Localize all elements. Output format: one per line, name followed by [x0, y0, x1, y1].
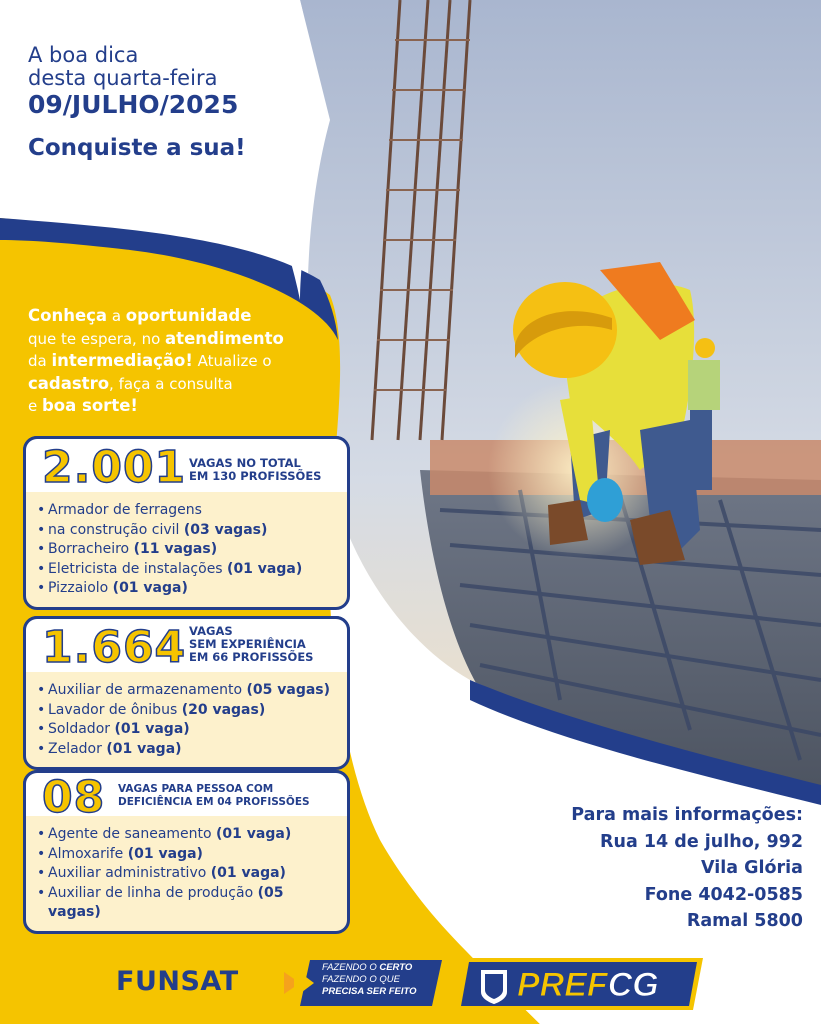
item-name: Pizzaiolo: [48, 580, 113, 596]
prefcg-text-cg: CG: [607, 966, 659, 1004]
card-subtitle-line: EM 66 PROFISSÕES: [189, 650, 314, 664]
list-item: [36, 681, 337, 701]
item-quantity: (03 vagas): [183, 521, 268, 538]
list-item: [36, 825, 337, 845]
intro-text-part: a: [107, 307, 126, 325]
prefcg-logo: [455, 956, 705, 1012]
intro-text-part: Atualize o: [192, 352, 272, 370]
card-subtitle: [189, 625, 313, 664]
header-cta: Conquiste a sua!: [28, 135, 246, 161]
intro-bold: oportunidade: [125, 306, 252, 325]
card-subtitle: [118, 783, 310, 809]
intro-text-part: e: [28, 397, 42, 415]
item-quantity: (01 vaga): [227, 560, 303, 577]
intro-bold: boa sorte!: [42, 396, 138, 415]
item-name: Eletricista de instalações: [48, 560, 228, 577]
header-line-2: desta quarta-feira: [28, 66, 218, 90]
item-quantity: (05 vagas): [246, 682, 331, 698]
prefcg-text: [517, 965, 659, 1005]
item-name: Zelador: [48, 740, 107, 757]
card-subtitle-line: SEM EXPERIÊNCIA: [189, 637, 306, 651]
item-name: Soldador: [48, 721, 115, 737]
intro-text-part: da: [28, 352, 52, 370]
info-district: Vila Glória: [701, 858, 803, 878]
info-title: Para mais informações:: [571, 805, 803, 825]
item-name: Almoxarife: [48, 845, 128, 862]
slogan-line: PRECISA SER FEITO: [322, 986, 417, 997]
card-number: 2.001: [42, 442, 187, 493]
item-name: Lavador de ônibus: [48, 701, 182, 718]
item-name: Armador de ferragens: [48, 502, 202, 518]
list-item: [36, 560, 337, 580]
card-number: 08: [42, 772, 106, 823]
header: [28, 44, 246, 162]
card-header: [26, 439, 347, 495]
item-quantity: (20 vagas): [181, 701, 266, 718]
card-subtitle-line: DEFICIÊNCIA EM 04 PROFISSÕES: [118, 796, 310, 808]
vacancy-card-pcd: [23, 770, 350, 934]
funsat-logo: FUNSAT: [116, 966, 239, 997]
card-subtitle-line: VAGAS PARA PESSOA COM: [118, 783, 274, 795]
card-subtitle-line: VAGAS: [189, 624, 233, 638]
list-item: [36, 540, 337, 560]
item-quantity: (05 vagas): [48, 884, 284, 920]
info-ramal: Ramal 5800: [686, 911, 803, 931]
slogan-badge: [282, 958, 442, 1008]
intro-text-part: que te espera, no: [28, 329, 166, 348]
item-name: Borracheiro: [48, 541, 134, 557]
info-address: Rua 14 de julho, 992: [600, 831, 803, 852]
list-item: [36, 864, 337, 884]
list-item: [36, 701, 337, 721]
item-name: Agente de saneamento: [48, 826, 217, 842]
card-number: 1.664: [42, 622, 187, 673]
vacancy-list: [26, 675, 347, 767]
intro-text: [28, 305, 358, 418]
list-item: [36, 884, 337, 923]
intro-bold: Conheça: [28, 306, 108, 325]
item-quantity: (11 vagas): [133, 541, 218, 557]
card-subtitle-line: EM 130 PROFISSÕES: [189, 469, 322, 483]
item-name: na construção civil: [48, 521, 184, 538]
item-quantity: (01 vaga): [216, 826, 292, 842]
slogan-line: FAZENDO O QUE: [322, 974, 400, 985]
card-header: [26, 772, 347, 823]
slogan-line-bold: CERTO: [379, 962, 413, 973]
prefcg-text-pref: PREF: [517, 966, 608, 1004]
item-quantity: (01 vaga): [112, 580, 188, 596]
list-item: [36, 845, 337, 865]
item-name: Auxiliar de armazenamento: [48, 682, 247, 698]
list-item: [36, 501, 337, 521]
intro-bold: atendimento: [165, 328, 284, 348]
item-name: Auxiliar administrativo: [48, 865, 211, 881]
intro-bold: cadastro: [28, 373, 110, 393]
vacancy-card-no-experience: [23, 616, 350, 770]
contact-info: [571, 802, 803, 935]
item-quantity: (01 vaga): [127, 845, 203, 862]
card-subtitle-line: VAGAS NO TOTAL: [189, 456, 301, 470]
header-line-1: A boa dica: [28, 43, 139, 67]
item-quantity: (01 vaga): [114, 721, 190, 737]
item-quantity: (01 vaga): [106, 740, 182, 757]
intro-bold: intermediação!: [51, 351, 193, 370]
list-item: [36, 720, 337, 740]
list-item: [36, 740, 337, 760]
item-name: Auxiliar de linha de produção: [48, 884, 258, 901]
info-phone: Fone 4042-0585: [644, 884, 803, 905]
vacancy-card-total: [23, 436, 350, 610]
header-date: 09/JULHO/2025: [28, 90, 239, 119]
vacancy-list: [26, 495, 347, 607]
intro-text-part: , faça a consulta: [109, 374, 233, 393]
vacancy-list: [26, 819, 347, 931]
item-quantity: (01 vaga): [210, 865, 286, 881]
card-header: [26, 619, 347, 675]
list-item: [36, 579, 337, 599]
card-subtitle: [189, 457, 321, 483]
list-item: [36, 521, 337, 541]
slogan-text: [322, 962, 417, 998]
slogan-line: FAZENDO O: [322, 962, 380, 973]
